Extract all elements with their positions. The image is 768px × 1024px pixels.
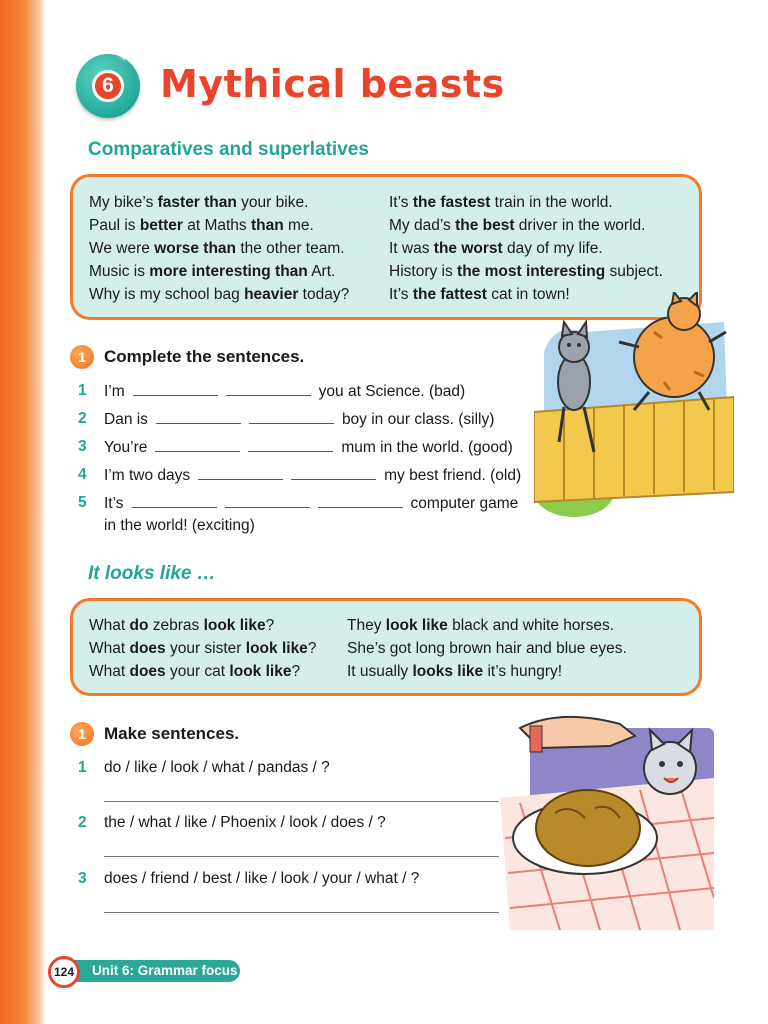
answer-blank[interactable] (248, 436, 333, 452)
grammar-column-right (389, 191, 663, 306)
item-number: 5 (78, 494, 87, 511)
item-prompt: does / friend / best / like / look / your / what / ? (104, 870, 420, 887)
item-text-after: my best friend. (old) (384, 467, 522, 484)
grammar-text: ? (307, 640, 317, 657)
grammar-text: She’s got long brown hair and blue eyes. (347, 640, 627, 657)
grammar-text: Paul is (89, 217, 140, 234)
page-number: 124 (48, 956, 80, 988)
unit-number: 6 (92, 70, 124, 102)
page-edge-strip (0, 0, 46, 1024)
footer-unit-label: Unit 6: Grammar focus (64, 960, 240, 982)
grammar-text: They (347, 617, 386, 634)
grammar-text: at Maths (182, 217, 251, 234)
grammar-column-left (89, 614, 316, 683)
grammar-example-line (389, 237, 663, 260)
exercise-title: Make sentences. (104, 724, 240, 743)
grammar-example-line (89, 637, 316, 660)
answer-line[interactable] (104, 801, 499, 802)
item-text-after: mum in the world. (good) (341, 439, 513, 456)
exercise-title: Complete the sentences. (104, 347, 305, 366)
grammar-text: ? (265, 617, 275, 634)
cat-and-roast-chicken-illustration (500, 708, 714, 930)
item-number: 1 (78, 759, 87, 776)
answer-blank[interactable] (226, 380, 311, 396)
exercise-number: 1 (70, 722, 94, 746)
item-text-before: Dan is (104, 411, 148, 428)
answer-blank[interactable] (291, 464, 376, 480)
item-number: 2 (78, 814, 87, 831)
exercise-number: 1 (70, 345, 94, 369)
grammar-text: ? (291, 663, 301, 680)
item-text-after: computer game (410, 495, 519, 512)
answer-line[interactable] (104, 856, 499, 857)
grammar-keyword: do (129, 617, 149, 634)
grammar-keyword: does (129, 640, 166, 657)
grammar-column-right (347, 614, 627, 683)
grammar-text: It was (389, 240, 434, 257)
grammar-keyword: faster than (157, 194, 237, 211)
grammar-keyword: the best (455, 217, 515, 234)
grammar-text: today? (298, 286, 350, 303)
grammar-example-line (347, 637, 627, 660)
grammar-text: What (89, 663, 130, 680)
grammar-text: train in the world. (490, 194, 613, 211)
item-number: 3 (78, 438, 87, 455)
grammar-text: My dad’s (389, 217, 456, 234)
grammar-keyword: the worst (433, 240, 503, 257)
grammar-text: your sister (165, 640, 246, 657)
answer-blank[interactable] (225, 492, 310, 508)
grammar-example-line (89, 614, 316, 637)
grammar-example-line (389, 214, 663, 237)
grammar-text: What (89, 640, 130, 657)
grammar-text: your bike. (236, 194, 309, 211)
cats-on-fence-illustration (534, 292, 734, 522)
item-text-after: boy in our class. (silly) (341, 411, 495, 428)
grammar-text: zebras (148, 617, 204, 634)
section-heading-comparatives: Comparatives and superlatives (88, 139, 369, 160)
section-heading-looks-like: It looks like … (88, 563, 216, 584)
grammar-example-line (89, 660, 316, 683)
grammar-text: the other team. (236, 240, 345, 257)
grammar-column-left (89, 191, 349, 306)
exercise-make-sentences (70, 721, 239, 747)
item-text-before: I’m two days (104, 467, 191, 484)
grammar-text: it’s hungry! (483, 663, 563, 680)
item-prompt: the / what / like / Phoenix / look / does / ? (104, 814, 386, 831)
answer-blank[interactable] (156, 408, 241, 424)
grammar-text: driver in the world. (514, 217, 646, 234)
answer-blank[interactable] (133, 380, 218, 396)
grammar-text: subject. (605, 263, 663, 280)
grammar-text: black and white horses. (447, 617, 615, 634)
item-text-before: It’s (104, 495, 124, 512)
item-text-before: I’m (104, 383, 125, 400)
item-number: 2 (78, 410, 87, 427)
grammar-keyword: the fattest (412, 286, 487, 303)
item-number: 4 (78, 466, 87, 483)
grammar-text: me. (283, 217, 314, 234)
grammar-text: Art. (307, 263, 336, 280)
grammar-keyword: better (139, 217, 183, 234)
grammar-text: My bike’s (89, 194, 158, 211)
grammar-keyword: look like (385, 617, 448, 634)
exercise-complete-sentences (70, 344, 304, 370)
grammar-example-line (89, 191, 349, 214)
grammar-text: History is (389, 263, 458, 280)
grammar-text: We were (89, 240, 155, 257)
answer-blank[interactable] (249, 408, 334, 424)
page-title: Mythical beasts (160, 62, 505, 106)
grammar-text: It usually (347, 663, 413, 680)
grammar-text: day of my life. (502, 240, 603, 257)
grammar-box-looks-like (70, 598, 702, 696)
grammar-keyword: look like (229, 663, 292, 680)
item-text-continued: in the world! (exciting) (104, 517, 255, 534)
grammar-keyword: heavier (244, 286, 299, 303)
grammar-text: your cat (165, 663, 230, 680)
grammar-example-line (389, 191, 663, 214)
grammar-keyword: than (250, 217, 284, 234)
grammar-text: It’s (389, 286, 413, 303)
grammar-keyword: more interesting than (149, 263, 308, 280)
item-text-after: you at Science. (bad) (318, 383, 466, 400)
answer-blank[interactable] (198, 464, 283, 480)
answer-blank[interactable] (132, 492, 217, 508)
grammar-example-line (89, 260, 349, 283)
grammar-example-line (89, 214, 349, 237)
grammar-example-line (89, 237, 349, 260)
item-prompt: do / like / look / what / pandas / ? (104, 759, 330, 776)
item-number: 1 (78, 382, 87, 399)
grammar-keyword: does (129, 663, 166, 680)
answer-blank[interactable] (318, 492, 403, 508)
grammar-keyword: look like (203, 617, 266, 634)
grammar-text: Music is (89, 263, 150, 280)
grammar-keyword: worse than (154, 240, 237, 257)
item-text-before: You’re (104, 439, 148, 456)
answer-line[interactable] (104, 912, 499, 913)
answer-blank[interactable] (155, 436, 240, 452)
grammar-keyword: the fastest (412, 194, 491, 211)
grammar-keyword: look like (245, 640, 308, 657)
item-number: 3 (78, 870, 87, 887)
grammar-keyword: looks like (412, 663, 484, 680)
grammar-text: It’s (389, 194, 413, 211)
grammar-example-line (347, 614, 627, 637)
grammar-example-line (347, 660, 627, 683)
grammar-keyword: the most interesting (457, 263, 606, 280)
grammar-text: cat in town! (486, 286, 570, 303)
grammar-example-line (389, 260, 663, 283)
grammar-text: What (89, 617, 130, 634)
grammar-text: Why is my school bag (89, 286, 245, 303)
sparkle-icon: ✦ (116, 45, 132, 65)
grammar-example-line (89, 283, 349, 306)
